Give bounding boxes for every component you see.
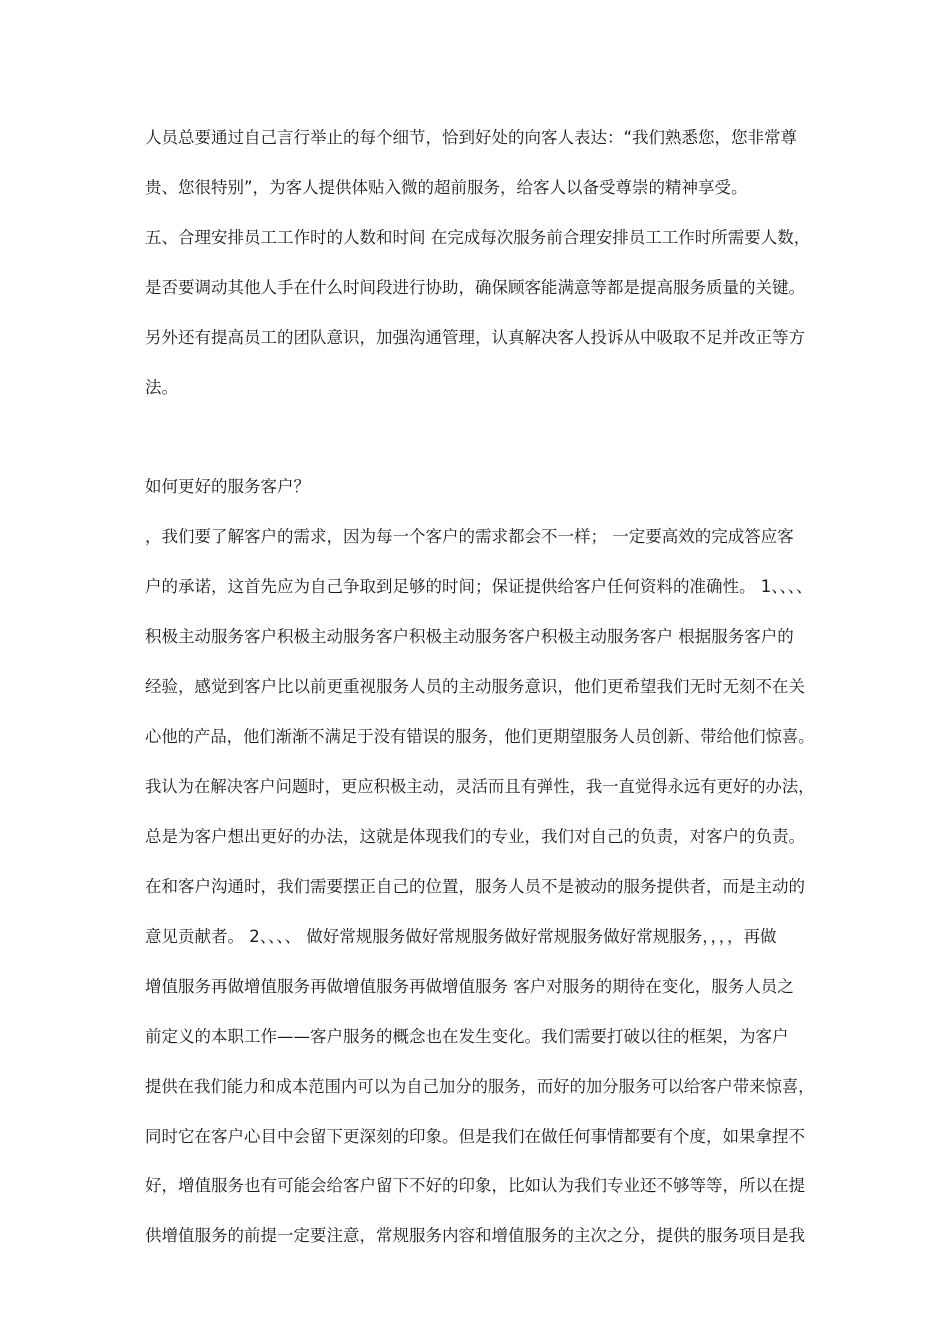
- text-line: 在和客户沟通时，我们需要摆正自己的位置，服务人员不是被动的服务提供者，而是主动的: [145, 877, 805, 896]
- text-line: 同时它在客户心目中会留下更深刻的印象。但是我们在做任何事情都要有个度，如果拿捏不: [145, 1127, 805, 1146]
- text-line: 贵、您很特别”，为客人提供体贴入微的超前服务，给客人以备受尊崇的精神享受。: [145, 178, 748, 197]
- text-line: 好，增值服务也有可能会给客户留下不好的印象，比如认为我们专业还不够等等，所以在提: [145, 1176, 805, 1195]
- text-line: 我认为在解决客户问题时，更应积极主动，灵活而且有弹性，我一直觉得永远有更好的办法，: [145, 777, 815, 796]
- text-line: 法。: [145, 378, 178, 397]
- text-line: 供增值服务的前提一定要注意，常规服务内容和增值服务的主次之分，提供的服务项目是我: [145, 1226, 805, 1245]
- text-line: 另外还有提高员工的团队意识，加强沟通管理，认真解决客人投诉从中吸取不足并改正等方: [145, 328, 805, 347]
- text-line: 总是为客户想出更好的办法，这就是体现我们的专业，我们对自己的负责，对客户的负责。: [145, 827, 805, 846]
- text-line: 增值服务再做增值服务再做增值服务再做增值服务 客户对服务的期待在变化，服务人员之: [145, 977, 794, 996]
- text-line: 户的承诺，这首先应为自己争取到足够的时间；保证提供给客户任何资料的准确性。 1、、、、: [145, 577, 813, 596]
- text-line: 提供在我们能力和成本范围内可以为自己加分的服务，而好的加分服务可以给客户带来惊喜，: [145, 1077, 815, 1096]
- section-heading-line: 五、合理安排员工工作时的人数和时间 在完成每次服务前合理安排员工工作时所需要人数，: [145, 228, 811, 247]
- text-line: 前定义的本职工作——客户服务的概念也在发生变化。我们需要打破以往的框架，为客户: [145, 1027, 789, 1046]
- article-heading: 如何更好的服务客户？: [145, 477, 310, 496]
- text-line: 意见贡献者。 2、、、、 做好常规服务做好常规服务做好常规服务做好常规服务，，，，再做: [145, 927, 777, 946]
- text-line: 积极主动服务客户积极主动服务客户积极主动服务客户积极主动服务客户 根据服务客户的: [145, 627, 794, 646]
- text-line: 是否要调动其他人手在什么时间段进行协助，确保顾客能满意等都是提高服务质量的关键。: [145, 278, 805, 297]
- text-line: 心他的产品，他们渐渐不满足于没有错误的服务，他们更期望服务人员创新、带给他们惊喜。: [145, 727, 815, 746]
- text-line: 人员总要通过自己言行举止的每个细节，恰到好处的向客人表达：“我们熟悉您，您非常尊: [145, 128, 798, 147]
- text-line: 经验，感觉到客户比以前更重视服务人员的主动服务意识，他们更希望我们无时无刻不在关: [145, 677, 805, 696]
- text-line: ，我们要了解客户的需求，因为每一个客户的需求都会不一样； 一定要高效的完成答应客: [145, 527, 794, 546]
